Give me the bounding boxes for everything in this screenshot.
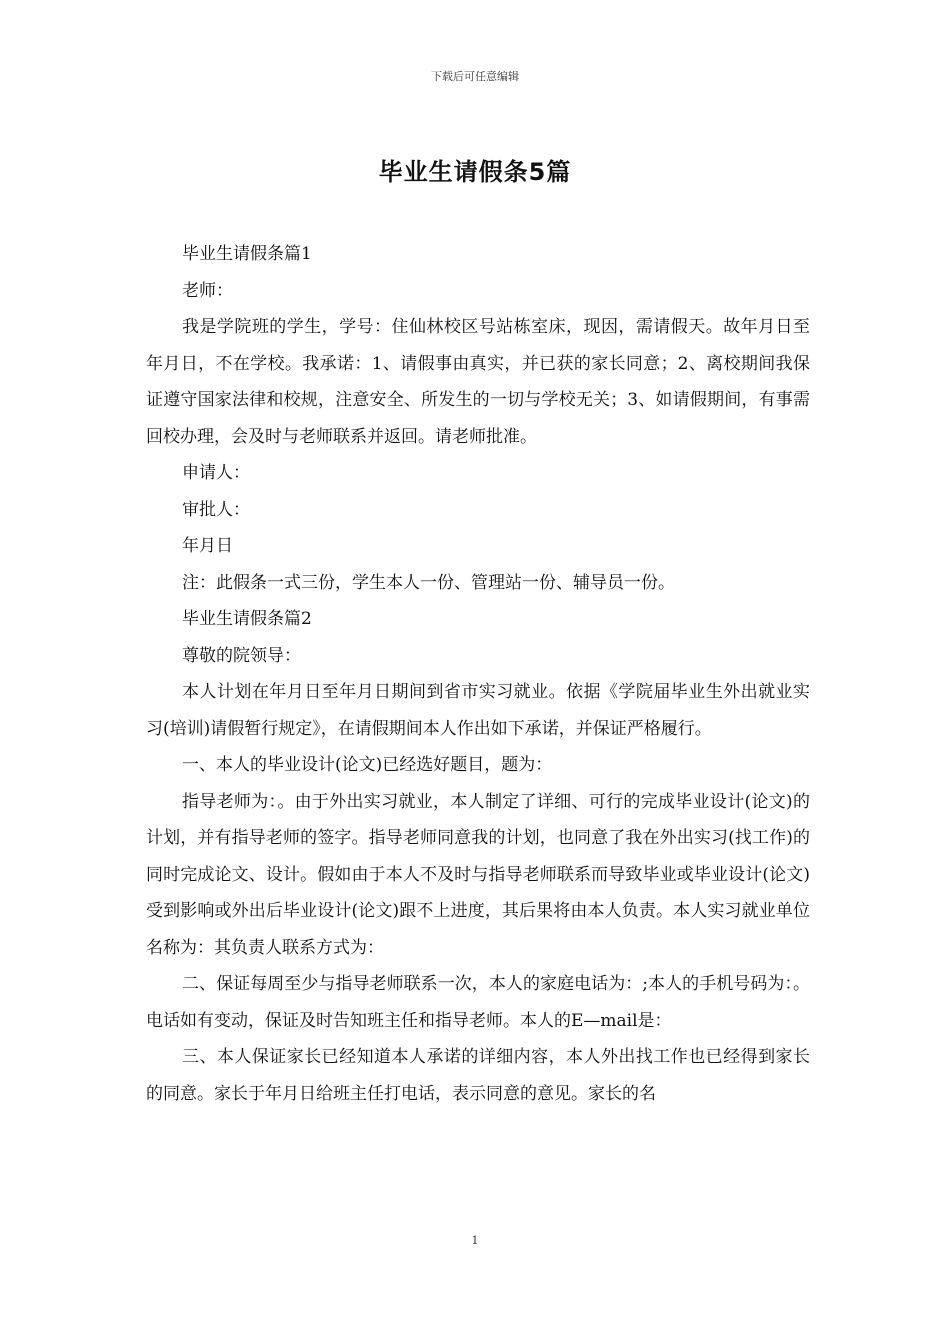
document-title: 毕业生请假条5篇	[378, 158, 572, 186]
paragraph: 二、保证每周至少与指导老师联系一次，本人的家庭电话为：;本人的手机号码为：。电话如有变动，保证及时告知班主任和指导老师。本人的E—mail是：	[146, 974, 810, 1031]
paragraph: 我是学院班的学生，学号：住仙林校区号站栋室床，现因，需请假天。故年月日至年月日，不在学校。我承诺：1、请假事由真实，并已获的家长同意；2、离校期间我保证遵守国家法律和校规，注意安全、所发生的一切与学校无关；3、如请假期间，有事需回校办理，会及时与老师联系并返回。请老师批准。	[146, 317, 810, 447]
paragraph: 三、本人保证家长已经知道本人承诺的详细内容，本人外出找工作也已经得到家长的同意。家长于年月日给班主任打电话，表示同意的意见。家长的名	[146, 1047, 810, 1104]
document-body	[146, 236, 810, 1112]
paragraph: 注：此假条一式三份，学生本人一份、管理站一份、辅导员一份。	[182, 572, 675, 593]
paragraph: 毕业生请假条篇1	[182, 244, 312, 264]
paragraph: 年月日	[182, 536, 233, 556]
page-header: 下载后可任意编辑	[431, 70, 519, 83]
paragraph: 指导老师为：。由于外出实习就业，本人制定了详细、可行的完成毕业设计(论文)的计划，并有指导老师的签字。指导老师同意我的计划，也同意了我在外出实习(找工作)的同时完成论文、设计。假如由于本人不及时与指导老师联系而导致毕业或毕业设计(论文)受到影响或外出后毕业设计(论文)跟不上进度，其后果将由本人负责。本人实习就业单位名称为：其负责人联系方式为：	[146, 791, 810, 958]
paragraph: 申请人：	[182, 463, 250, 483]
paragraph: 老师：	[182, 280, 233, 301]
paragraph: 审批人：	[182, 499, 250, 520]
paragraph: 尊敬的院领导：	[182, 645, 301, 666]
page-number: 1	[471, 1234, 479, 1247]
paragraph: 一、本人的毕业设计(论文)已经选好题目，题为：	[182, 755, 553, 775]
paragraph: 毕业生请假条篇2	[182, 609, 312, 629]
paragraph: 本人计划在年月日至年月日期间到省市实习就业。依据《学院届毕业生外出就业实习(培训)请假暂行规定》，在请假期间本人作出如下承诺，并保证严格履行。	[146, 682, 810, 739]
